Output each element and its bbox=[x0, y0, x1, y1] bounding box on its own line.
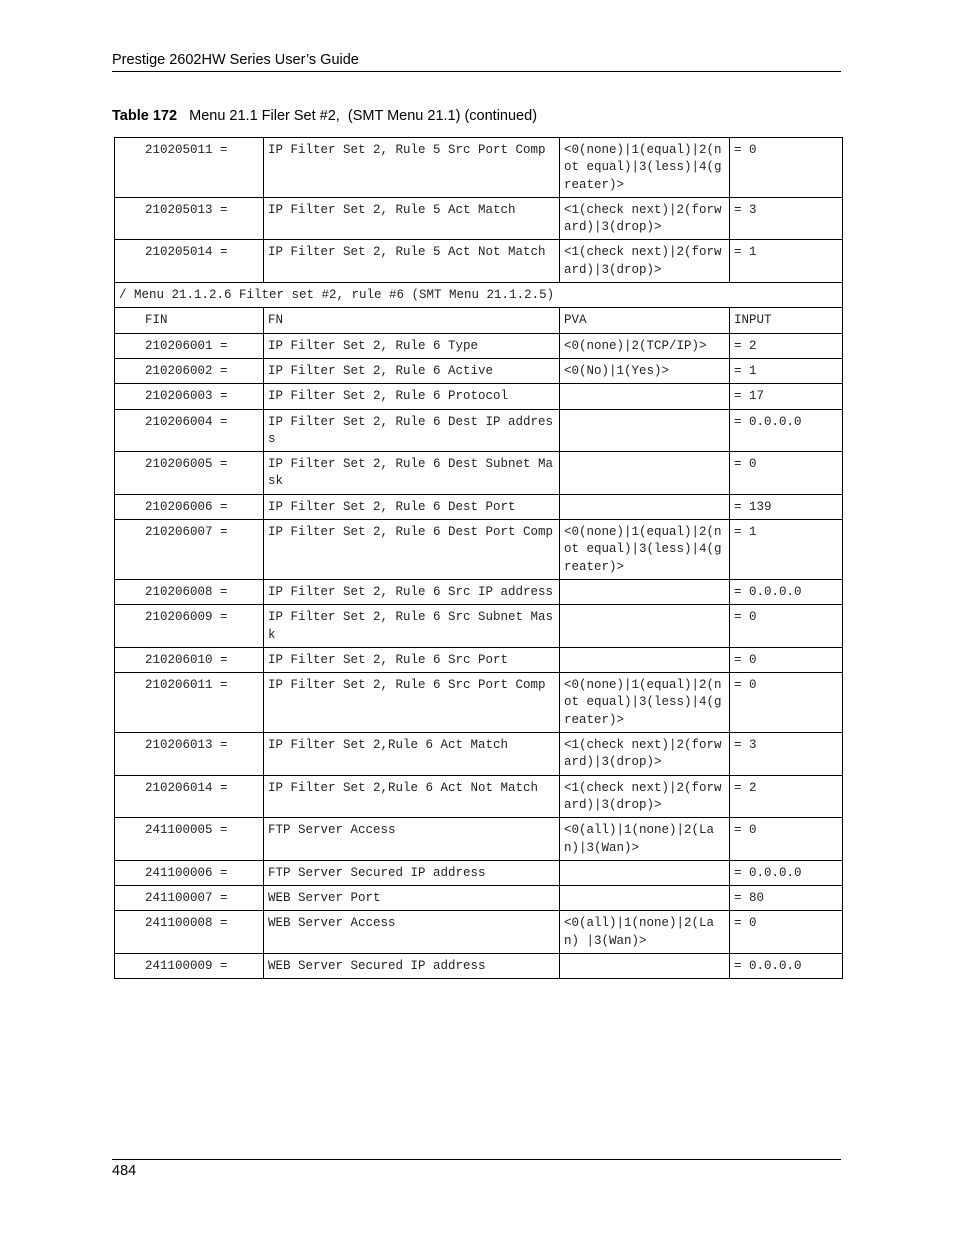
cell-fn: FTP Server Access bbox=[264, 818, 560, 861]
column-header-fn: FN bbox=[264, 308, 560, 333]
cell-fn: IP Filter Set 2, Rule 6 Src Port Comp bbox=[264, 673, 560, 733]
cell-fn: IP Filter Set 2, Rule 5 Act Match bbox=[264, 197, 560, 240]
cell-fin: 210206010 = bbox=[115, 647, 264, 672]
cell-fn: IP Filter Set 2, Rule 6 Src Port bbox=[264, 647, 560, 672]
table-row bbox=[115, 775, 843, 818]
cell-fin: 210206011 = bbox=[115, 673, 264, 733]
footer-rule bbox=[112, 1159, 841, 1160]
table-row bbox=[115, 384, 843, 409]
cell-fin: 241100007 = bbox=[115, 886, 264, 911]
cell-input: = 1 bbox=[730, 240, 843, 283]
cell-input: = 3 bbox=[730, 733, 843, 776]
cell-input: = 0.0.0.0 bbox=[730, 409, 843, 452]
cell-pva: <1(check next)|2(forward)|3(drop)> bbox=[560, 240, 730, 283]
column-header-pva: PVA bbox=[560, 308, 730, 333]
table-row bbox=[115, 886, 843, 911]
cell-fn: IP Filter Set 2, Rule 6 Dest Port bbox=[264, 494, 560, 519]
table-row bbox=[115, 953, 843, 978]
cell-fn: IP Filter Set 2, Rule 6 Protocol bbox=[264, 384, 560, 409]
cell-pva bbox=[560, 579, 730, 604]
cell-pva: <0(none)|1(equal)|2(not equal)|3(less)|4(greater)> bbox=[560, 520, 730, 580]
cell-fn: IP Filter Set 2,Rule 6 Act Match bbox=[264, 733, 560, 776]
cell-input: = 0 bbox=[730, 911, 843, 954]
cell-input: = 0 bbox=[730, 138, 843, 198]
running-header-title: Prestige 2602HW Series User’s Guide bbox=[112, 52, 359, 68]
cell-fin: 241100005 = bbox=[115, 818, 264, 861]
cell-pva bbox=[560, 886, 730, 911]
cell-input: = 2 bbox=[730, 333, 843, 358]
cell-fin: 210206008 = bbox=[115, 579, 264, 604]
cell-fin: 241100008 = bbox=[115, 911, 264, 954]
cell-pva bbox=[560, 452, 730, 495]
cell-pva bbox=[560, 494, 730, 519]
table-row bbox=[115, 452, 843, 495]
table-row bbox=[115, 647, 843, 672]
table-row bbox=[115, 860, 843, 885]
cell-fin: 241100009 = bbox=[115, 953, 264, 978]
cell-fn: IP Filter Set 2, Rule 5 Act Not Match bbox=[264, 240, 560, 283]
cell-input: = 0 bbox=[730, 673, 843, 733]
cell-fin: 210205013 = bbox=[115, 197, 264, 240]
cell-input: = 1 bbox=[730, 358, 843, 383]
cell-pva: <0(all)|1(none)|2(Lan) |3(Wan)> bbox=[560, 911, 730, 954]
cell-pva bbox=[560, 860, 730, 885]
cell-input: = 0 bbox=[730, 647, 843, 672]
rows-rule-5 bbox=[115, 138, 843, 283]
cell-input: = 0.0.0.0 bbox=[730, 579, 843, 604]
table-row bbox=[115, 409, 843, 452]
cell-input: = 80 bbox=[730, 886, 843, 911]
table-row bbox=[115, 911, 843, 954]
cell-fin: 210206001 = bbox=[115, 333, 264, 358]
cell-input: = 3 bbox=[730, 197, 843, 240]
cell-pva bbox=[560, 647, 730, 672]
table-row bbox=[115, 138, 843, 198]
cell-pva: <1(check next)|2(forward)|3(drop)> bbox=[560, 197, 730, 240]
cell-fin: 210206002 = bbox=[115, 358, 264, 383]
cell-fn: WEB Server Secured IP address bbox=[264, 953, 560, 978]
cell-input: = 0 bbox=[730, 818, 843, 861]
table-caption bbox=[112, 108, 537, 124]
table-row bbox=[115, 605, 843, 648]
table-caption-label: Table 172 bbox=[112, 108, 178, 124]
cell-pva: <0(none)|1(equal)|2(not equal)|3(less)|4(greater)> bbox=[560, 673, 730, 733]
filter-table-container bbox=[114, 137, 842, 979]
cell-fn: IP Filter Set 2,Rule 6 Act Not Match bbox=[264, 775, 560, 818]
cell-input: = 2 bbox=[730, 775, 843, 818]
cell-fn: IP Filter Set 2, Rule 5 Src Port Comp bbox=[264, 138, 560, 198]
cell-fin: 210206013 = bbox=[115, 733, 264, 776]
cell-fin: 210206004 = bbox=[115, 409, 264, 452]
cell-pva: <0(none)|2(TCP/IP)> bbox=[560, 333, 730, 358]
cell-fin: 210206006 = bbox=[115, 494, 264, 519]
column-header-row bbox=[115, 308, 843, 333]
cell-fin: 210206009 = bbox=[115, 605, 264, 648]
cell-fin: 241100006 = bbox=[115, 860, 264, 885]
cell-fn: IP Filter Set 2, Rule 6 Dest Subnet Mask bbox=[264, 452, 560, 495]
cell-pva: <0(all)|1(none)|2(Lan)|3(Wan)> bbox=[560, 818, 730, 861]
cell-pva bbox=[560, 953, 730, 978]
column-header-input: INPUT bbox=[730, 308, 843, 333]
filter-table bbox=[114, 137, 843, 979]
cell-input: = 0.0.0.0 bbox=[730, 860, 843, 885]
table-caption-text: Menu 21.1 Filer Set #2, (SMT Menu 21.1) (continued) bbox=[177, 108, 538, 124]
page-number: 484 bbox=[112, 1163, 137, 1179]
cell-fn: IP Filter Set 2, Rule 6 Active bbox=[264, 358, 560, 383]
cell-fin: 210205011 = bbox=[115, 138, 264, 198]
cell-fin: 210206005 = bbox=[115, 452, 264, 495]
table-row bbox=[115, 197, 843, 240]
cell-fn: IP Filter Set 2, Rule 6 Type bbox=[264, 333, 560, 358]
table-row bbox=[115, 733, 843, 776]
cell-pva: <0(No)|1(Yes)> bbox=[560, 358, 730, 383]
cell-fin: 210206007 = bbox=[115, 520, 264, 580]
table-row bbox=[115, 358, 843, 383]
cell-input: = 0.0.0.0 bbox=[730, 953, 843, 978]
table-row bbox=[115, 579, 843, 604]
section-heading: / Menu 21.1.2.6 Filter set #2, rule #6 (SMT Menu 21.1.2.5) bbox=[115, 283, 843, 308]
table-row bbox=[115, 333, 843, 358]
cell-pva: <0(none)|1(equal)|2(not equal)|3(less)|4(greater)> bbox=[560, 138, 730, 198]
cell-fn: IP Filter Set 2, Rule 6 Dest Port Comp bbox=[264, 520, 560, 580]
cell-fn: WEB Server Access bbox=[264, 911, 560, 954]
table-row bbox=[115, 240, 843, 283]
cell-input: = 17 bbox=[730, 384, 843, 409]
cell-fn: WEB Server Port bbox=[264, 886, 560, 911]
table-row bbox=[115, 520, 843, 580]
cell-input: = 0 bbox=[730, 452, 843, 495]
cell-fn: IP Filter Set 2, Rule 6 Dest IP address bbox=[264, 409, 560, 452]
table-row bbox=[115, 818, 843, 861]
cell-fin: 210205014 = bbox=[115, 240, 264, 283]
section-row bbox=[115, 283, 843, 308]
header-rule bbox=[112, 71, 841, 72]
cell-input: = 0 bbox=[730, 605, 843, 648]
cell-pva bbox=[560, 384, 730, 409]
cell-pva bbox=[560, 409, 730, 452]
cell-fin: 210206014 = bbox=[115, 775, 264, 818]
cell-input: = 1 bbox=[730, 520, 843, 580]
cell-pva: <1(check next)|2(forward)|3(drop)> bbox=[560, 733, 730, 776]
cell-pva: <1(check next)|2(forward)|3(drop)> bbox=[560, 775, 730, 818]
cell-input: = 139 bbox=[730, 494, 843, 519]
rows-rule-6-and-servers bbox=[115, 333, 843, 979]
cell-fn: IP Filter Set 2, Rule 6 Src Subnet Mask bbox=[264, 605, 560, 648]
cell-fn: IP Filter Set 2, Rule 6 Src IP address bbox=[264, 579, 560, 604]
section-block bbox=[115, 283, 843, 334]
cell-fn: FTP Server Secured IP address bbox=[264, 860, 560, 885]
cell-pva bbox=[560, 605, 730, 648]
table-row bbox=[115, 673, 843, 733]
cell-fin: 210206003 = bbox=[115, 384, 264, 409]
table-row bbox=[115, 494, 843, 519]
column-header-fin: FIN bbox=[115, 308, 264, 333]
